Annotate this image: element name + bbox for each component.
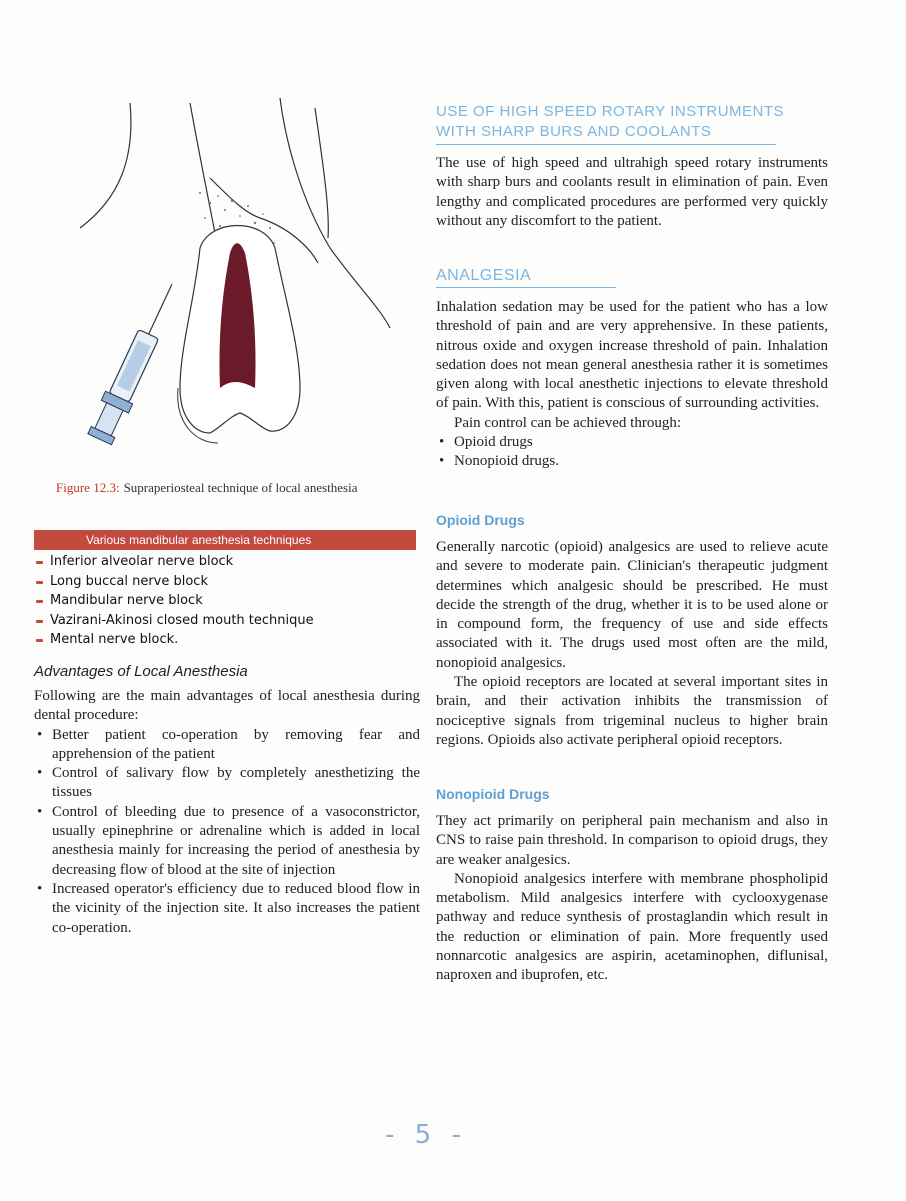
list-item: • Control of salivary flow by completely anesthetizing the tissues — [34, 764, 420, 803]
rotary-heading-line2: WITH SHARP BURS AND COOLANTS — [436, 123, 712, 140]
figure-caption-text: Supraperiosteal technique of local anesthesia — [123, 480, 358, 495]
list-item: • Increased operator's efficiency due to reduced blood flow in the vicinity of the injection site. It also increases the patient co-operation. — [34, 880, 420, 938]
rotary-heading-rule — [436, 144, 776, 145]
advantages-list — [34, 726, 420, 938]
analgesia-text: Inhalation sedation may be used for the patient who has a low threshold of pain and are very apprehensive. In these patients, nitrous oxide and oxygen increase threshold of pain. Inhalation sedation does not mean general anesthesia rather it is sometimes given along with local anesthetic injections to elevate threshold of pain. With this, patient is conscious of surrounding activities. — [436, 299, 828, 412]
list-item: • Opioid drugs — [436, 433, 828, 452]
rotary-section — [436, 102, 828, 231]
analgesia-lead: Pain control can be achieved through: — [454, 414, 682, 431]
mandibular-box-title: Various mandibular anesthesia techniques — [34, 530, 416, 550]
list-item: • Nonopioid drugs. — [436, 452, 828, 471]
opioid-heading: Opioid Drugs — [436, 512, 525, 528]
rotary-heading-line1: USE OF HIGH SPEED ROTARY INSTRUMENTS — [436, 103, 785, 120]
list-item: Mandibular nerve block — [34, 591, 414, 611]
figure-illustration — [60, 98, 400, 473]
opioid-paragraph-1: Generally narcotic (opioid) analgesics are used to relieve acute and severe to moderate pain. Clinician's therapeutic judgment determines which analgesic should be prescribed. He must decide the strength of the drug, whether it is to be used alone or in compound form, the frequency of use and side effects associated with it. The drugs used most often are the mild, nonopioid analgesics. — [436, 539, 828, 671]
analgesia-section — [436, 266, 828, 472]
nonopioid-heading: Nonopioid Drugs — [436, 786, 550, 802]
nonopioid-paragraph-2: Nonopioid analgesics interfere with membrane phospholipid metabolism. Mild analgesics interfere with cyclooxygenase pathway and reduce synthesis of prostaglandin which result in the reduction or elimination of pain. More frequently used nonnarcotic analgesics are aspirin, acetaminophen, diflunisal, naproxen and ibuprofen, etc. — [436, 870, 828, 984]
list-item: Inferior alveolar nerve block — [34, 552, 414, 572]
analgesia-list — [436, 433, 828, 472]
advantages-heading: Advantages of Local Anesthesia — [34, 663, 248, 680]
figure-caption — [56, 480, 416, 496]
rotary-text: The use of high speed and ultrahigh speed rotary instruments with sharp burs and coolants result in elimination of pain. Even lengthy and complicated procedures are performed very quickly without any discomfort to the patient. — [436, 155, 828, 229]
list-item: Mental nerve block. — [34, 630, 414, 650]
figure-label: Figure 12.3: — [56, 480, 120, 495]
advantages-intro: Following are the main advantages of local anesthesia during dental procedure: — [34, 688, 420, 724]
analgesia-heading-rule — [436, 287, 616, 288]
nonopioid-paragraph-1: They act primarily on peripheral pain mechanism and also in CNS to raise pain threshold. In comparison to opioid drugs, they are weaker analgesics. — [436, 813, 828, 868]
list-item: Vazirani-Akinosi closed mouth technique — [34, 611, 414, 631]
opioid-section — [436, 512, 828, 750]
page-number: - 5 - — [385, 1120, 467, 1150]
mandibular-technique-list — [34, 552, 414, 650]
opioid-paragraph-2: The opioid receptors are located at several important sites in brain, and their activation inhibits the transmission of nociceptive signals from trigeminal nucleus to higher brain regions. Opioids also activate peripheral opioid receptors. — [436, 674, 828, 748]
analgesia-heading: ANALGESIA — [436, 267, 532, 284]
list-item: • Better patient co-operation by removing fear and apprehension of the patient — [34, 726, 420, 765]
tooth-injection-illustration — [60, 98, 400, 473]
nonopioid-section — [436, 786, 828, 986]
list-item: • Control of bleeding due to presence of a vasoconstrictor, usually epinephrine or adrenaline which is added in local anesthesia mainly for increasing the period of anesthesia by decreasing flow of blood at the site of injection — [34, 803, 420, 880]
list-item: Long buccal nerve block — [34, 572, 414, 592]
advantages-section — [34, 687, 420, 938]
